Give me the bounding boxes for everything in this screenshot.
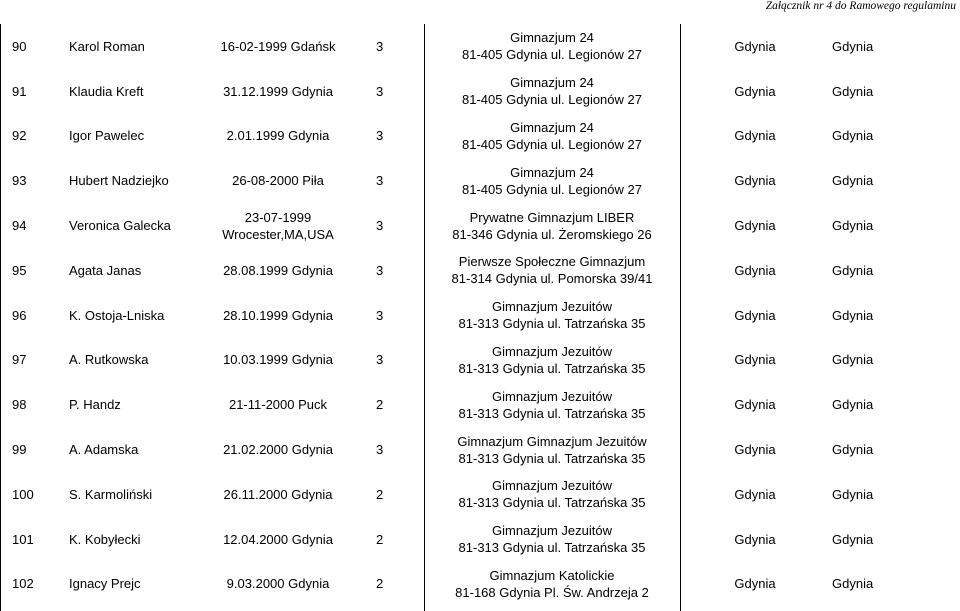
school-address	[424, 562, 680, 607]
school-address-line: 81-168 Gdynia Pl. Św. Andrzeja 2	[455, 584, 649, 600]
school-address-line: 81-405 Gdynia ul. Legionów 27	[462, 92, 642, 108]
class-level: 3	[376, 173, 384, 189]
table-row	[0, 517, 960, 562]
class-level: 2	[376, 576, 384, 592]
class-level: 2	[376, 486, 384, 502]
school-address-line: 81-405 Gdynia ul. Legionów 27	[462, 181, 642, 197]
city-registration: Gdynia	[832, 173, 874, 189]
school-address-line: Gimnazjum Katolickie	[489, 567, 615, 583]
city-registration: Gdynia	[832, 486, 874, 502]
city-residence: Gdynia	[734, 486, 776, 502]
city-residence: Gdynia	[734, 531, 776, 547]
city-residence: Gdynia	[734, 173, 776, 189]
row-number: 97	[12, 352, 27, 368]
birth-date-place: 26.11.2000 Gdynia	[223, 486, 333, 502]
student-name: A. Rutkowska	[69, 352, 149, 368]
birth-date-place-line: Wrocester,MA,USA	[222, 226, 334, 242]
student-list-table	[0, 24, 960, 606]
class-level: 3	[376, 442, 384, 458]
student-name: Veronica Galecka	[69, 218, 171, 234]
table-row	[0, 293, 960, 338]
city-registration: Gdynia	[832, 397, 874, 413]
student-name: K. Kobyłecki	[69, 531, 141, 547]
school-address-line: Gimnazjum 24	[510, 75, 594, 91]
city-registration: Gdynia	[832, 442, 874, 458]
birth-date-place: 12.04.2000 Gdynia	[223, 531, 333, 547]
row-number: 94	[12, 218, 27, 234]
table-row	[0, 158, 960, 203]
table-row	[0, 382, 960, 427]
birth-date-place: 9.03.2000 Gdynia	[226, 576, 330, 592]
table-row	[0, 114, 960, 159]
city-residence: Gdynia	[734, 442, 776, 458]
row-number: 91	[12, 83, 27, 99]
birth-date-place: 16-02-1999 Gdańsk	[220, 38, 336, 54]
row-number: 90	[12, 38, 27, 54]
school-address-line: Gimnazjum Jezuitów	[492, 343, 612, 359]
class-level: 2	[376, 531, 384, 547]
school-address	[424, 158, 680, 203]
school-address	[424, 69, 680, 114]
city-residence: Gdynia	[734, 576, 776, 592]
class-level: 3	[376, 128, 384, 144]
table-row	[0, 472, 960, 517]
birth-date-place: 31.12.1999 Gdynia	[223, 83, 333, 99]
birth-date-place: 21-11-2000 Puck	[228, 397, 328, 413]
student-name: Igor Pawelec	[69, 128, 145, 144]
city-registration: Gdynia	[832, 83, 874, 99]
row-number: 99	[12, 442, 27, 458]
class-level: 3	[376, 262, 384, 278]
school-address	[424, 338, 680, 383]
student-name: A. Adamska	[69, 442, 139, 458]
birth-date-place: 26-08-2000 Piła	[232, 173, 324, 189]
table-row	[0, 24, 960, 69]
table-row	[0, 562, 960, 607]
city-residence: Gdynia	[734, 397, 776, 413]
school-address-line: Gimnazjum Jezuitów	[492, 388, 612, 404]
city-residence: Gdynia	[734, 83, 776, 99]
table-row	[0, 203, 960, 248]
class-level: 3	[376, 352, 384, 368]
city-registration: Gdynia	[832, 38, 874, 54]
row-number: 100	[12, 486, 34, 502]
student-list-body	[0, 24, 960, 606]
school-address	[424, 248, 680, 293]
school-address-line: Gimnazjum 24	[510, 164, 594, 180]
birth-date-place: 28.10.1999 Gdynia	[223, 307, 333, 323]
school-address-line: 81-346 Gdynia ul. Żeromskiego 26	[452, 226, 652, 242]
school-address-line: Gimnazjum 24	[510, 119, 594, 135]
birth-date-place: 2.01.1999 Gdynia	[226, 128, 330, 144]
class-level: 3	[376, 218, 384, 234]
class-level: 3	[376, 307, 384, 323]
row-number: 95	[12, 262, 27, 278]
school-address-line: 81-405 Gdynia ul. Legionów 27	[462, 136, 642, 152]
class-level: 3	[376, 83, 384, 99]
city-registration: Gdynia	[832, 531, 874, 547]
city-residence: Gdynia	[734, 352, 776, 368]
school-address-line: 81-313 Gdynia ul. Tatrzańska 35	[458, 450, 646, 466]
city-registration: Gdynia	[832, 352, 874, 368]
student-name: K. Ostoja-Lniska	[69, 307, 165, 323]
school-address	[424, 114, 680, 159]
class-level: 2	[376, 397, 384, 413]
school-address-line: 81-405 Gdynia ul. Legionów 27	[462, 47, 642, 63]
student-name: Hubert Nadziejko	[69, 173, 169, 189]
birth-date-place	[192, 203, 364, 248]
school-address-line: 81-313 Gdynia ul. Tatrzańska 35	[458, 495, 646, 511]
city-residence: Gdynia	[734, 218, 776, 234]
city-registration: Gdynia	[832, 128, 874, 144]
school-address-line: Gimnazjum 24	[510, 30, 594, 46]
student-name: Ignacy Prejc	[69, 576, 141, 592]
row-number: 96	[12, 307, 27, 323]
table-row	[0, 427, 960, 472]
school-address	[424, 24, 680, 69]
school-address	[424, 203, 680, 248]
city-residence: Gdynia	[734, 38, 776, 54]
document-header: Załącznik nr 4 do Ramowego regulaminu	[765, 0, 956, 12]
row-number: 102	[12, 576, 34, 592]
school-address-line: 81-313 Gdynia ul. Tatrzańska 35	[458, 540, 646, 556]
birth-date-place: 10.03.1999 Gdynia	[223, 352, 333, 368]
city-registration: Gdynia	[832, 218, 874, 234]
school-address	[424, 427, 680, 472]
school-address-line: 81-314 Gdynia ul. Pomorska 39/41	[451, 271, 653, 287]
row-number: 101	[12, 531, 34, 547]
table-row	[0, 248, 960, 293]
city-residence: Gdynia	[734, 307, 776, 323]
city-registration: Gdynia	[832, 262, 874, 278]
table-row	[0, 338, 960, 383]
birth-date-place-line: 23-07-1999	[244, 209, 312, 225]
table-row	[0, 69, 960, 114]
row-number: 98	[12, 397, 27, 413]
city-residence: Gdynia	[734, 128, 776, 144]
school-address-line: 81-313 Gdynia ul. Tatrzańska 35	[458, 405, 646, 421]
student-name: P. Handz	[69, 397, 121, 413]
school-address	[424, 517, 680, 562]
city-registration: Gdynia	[832, 576, 874, 592]
row-number: 93	[12, 173, 27, 189]
city-registration: Gdynia	[832, 307, 874, 323]
school-address	[424, 382, 680, 427]
birth-date-place: 21.02.2000 Gdynia	[223, 442, 333, 458]
school-address-line: 81-313 Gdynia ul. Tatrzańska 35	[458, 316, 646, 332]
birth-date-place: 28.08.1999 Gdynia	[223, 262, 333, 278]
school-address-line: Gimnazjum Jezuitów	[492, 478, 612, 494]
student-name: Klaudia Kreft	[69, 83, 144, 99]
school-address-line: Prywatne Gimnazjum LIBER	[469, 209, 635, 225]
school-address	[424, 293, 680, 338]
city-residence: Gdynia	[734, 262, 776, 278]
school-address-line: Pierwsze Społeczne Gimnazjum	[458, 254, 646, 270]
school-address-line: 81-313 Gdynia ul. Tatrzańska 35	[458, 360, 646, 376]
class-level: 3	[376, 38, 384, 54]
student-name: S. Karmoliński	[69, 486, 153, 502]
student-name: Karol Roman	[69, 38, 145, 54]
row-number: 92	[12, 128, 27, 144]
school-address	[424, 472, 680, 517]
school-address-line: Gimnazjum Gimnazjum Jezuitów	[457, 433, 647, 449]
student-name: Agata Janas	[69, 262, 142, 278]
school-address-line: Gimnazjum Jezuitów	[492, 299, 612, 315]
school-address-line: Gimnazjum Jezuitów	[492, 523, 612, 539]
